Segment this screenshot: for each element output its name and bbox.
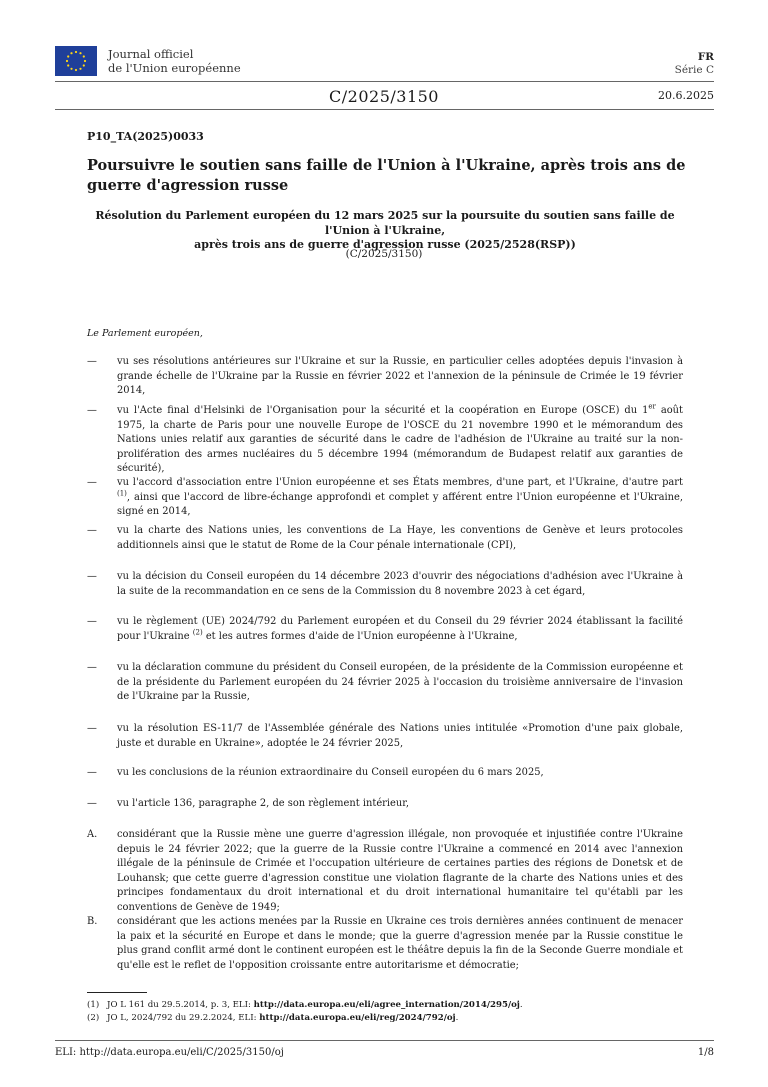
- resolution-subtitle: [87, 209, 683, 253]
- footnote-rule: [87, 992, 147, 993]
- citation-text: vu le règlement (UE) 2024/792 du Parlement européen et du Conseil du 29 février 2024 établissant la facilité pour l'Ukraine $^{(2)}$ et les autres formes d'aide de l'Union européenne à l'Ukraine,: [117, 616, 683, 642]
- citation-dash: —: [87, 477, 97, 488]
- citation-dash: —: [87, 525, 97, 536]
- citation-dash: —: [87, 723, 97, 734]
- citation-dash: —: [87, 798, 97, 809]
- recital-item: [87, 828, 683, 915]
- citation-item: [87, 570, 683, 599]
- celex-reference: (C/2025/3150): [345, 248, 423, 260]
- footnote-link[interactable]: http://data.europa.eu/eli/reg/2024/792/oj: [259, 1013, 456, 1023]
- citation-item: [87, 661, 683, 705]
- footnote-1: (1) JO L 161 du 29.5.2014, p. 3, ELI: http://data.europa.eu/eli/agree_internation/2014/295/oj.: [87, 1000, 523, 1010]
- footnote-ref-1[interactable]: (1): [117, 489, 127, 498]
- intro-text: Le Parlement européen,: [87, 328, 203, 339]
- journal-line-1: Journal officiel: [108, 47, 194, 61]
- header-rule: [55, 81, 714, 82]
- language-code: FR: [697, 51, 714, 63]
- citation-text: vu la déclaration commune du président du Conseil européen, de la présidente de la Commission européenne et de la présidente du Parlement européen du 24 février 2025 à l'occasion du troisième anniversaire de l'invasion de l'Ukraine par la Russie,: [117, 662, 683, 702]
- citation-text: vu l'accord d'association entre l'Union européenne et ses États membres, d'une part, et l'Ukraine, d'autre part $^{(1)}$, ainsi que l'accord de libre-échange approfondi et complet y afférent entre l'Union européenne et l'Ukraine, signé en 2014,: [117, 477, 683, 517]
- subtitle-line-1: Résolution du Parlement européen du 12 mars 2025 sur la poursuite du soutien sans faille de l'Union à l'Ukraine,: [95, 209, 675, 237]
- superscript: er: [648, 402, 656, 411]
- recital-text: considérant que la Russie mène une guerre d'agression illégale, non provoquée et injustifiée contre l'Ukraine depuis le 24 février 2022; que la guerre de la Russie contre l'Ukraine a commencé en 2014 avec l'annexion illégale de la péninsule de Crimée et l'occupation ultérieure de certaines parties des régions de Donetsk et de Louhansk; que cette guerre d'agression constitue une violation flagrante de la charte des Nations unies et des principes fondamentaux du droit international et du droit international humanitaire tel qu'établi par les conventions de Genève de 1949;: [117, 829, 683, 913]
- procedure-reference: P10_TA(2025)0033: [87, 130, 204, 143]
- citation-dash: —: [87, 405, 97, 416]
- footnote-ref-2[interactable]: (2): [192, 628, 203, 637]
- citation-dash: —: [87, 767, 97, 778]
- citation-item: [87, 797, 683, 812]
- citation-item: [87, 404, 683, 477]
- citation-text: vu ses résolutions antérieures sur l'Ukraine et sur la Russie, en particulier celles adoptées depuis l'invasion à grande échelle de l'Ukraine par la Russie en février 2022 et l'annexion de la péninsule de Crimée le 19 février 2014,: [117, 356, 683, 396]
- footnote-mark: (1): [87, 1000, 100, 1010]
- page-number: 1/8: [697, 1047, 714, 1058]
- citation-item: [87, 722, 683, 751]
- citation-text: vu la charte des Nations unies, les conventions de La Haye, les conventions de Genève et leurs protocoles additionnels ainsi que le statut de Rome de la Cour pénale internationale (CPI),: [117, 525, 683, 551]
- eu-flag-icon: [55, 46, 97, 76]
- footer-rule: [55, 1040, 714, 1041]
- citation-dash: —: [87, 356, 97, 367]
- footnote-link[interactable]: http://data.europa.eu/eli/agree_internation/2014/295/oj: [253, 1000, 520, 1010]
- subtitle-line-2: après trois ans de guerre d'agression russe (2025/2528(RSP)): [194, 238, 576, 251]
- journal-line-2: de l'Union européenne: [108, 61, 241, 75]
- citation-item: [87, 355, 683, 399]
- recital-letter: A.: [87, 829, 98, 840]
- footnote-2: (2) JO L, 2024/792 du 29.2.2024, ELI: http://data.europa.eu/eli/reg/2024/792/oj.: [87, 1013, 459, 1023]
- recital-text: considérant que les actions menées par la Russie en Ukraine ces trois dernières années continuent de menacer la paix et la sécurité en Europe et dans le monde; que la guerre d'agression menée par la Russie constitue le plus grand conflit armé dont le continent européen est le théâtre depuis la fin de la Seconde Guerre mondiale et qu'elle est le reflet de l'opposition croissante entre autoritarisme et démocratie;: [117, 916, 683, 971]
- citation-text: vu la décision du Conseil européen du 14 décembre 2023 d'ouvrir des négociations d'adhésion avec l'Ukraine à la suite de la recommandation en ce sens de la Commission du 8 novembre 2023 à cet égard,: [117, 571, 683, 597]
- citation-item: [87, 766, 683, 781]
- document-number: C/2025/3150: [329, 87, 439, 106]
- header-rule-2: [55, 109, 714, 110]
- language-series: [675, 51, 714, 77]
- eli-link[interactable]: ELI: http://data.europa.eu/eli/C/2025/3150/oj: [55, 1047, 284, 1058]
- page-title: Poursuivre le soutien sans faille de l'Union à l'Ukraine, après trois ans de guerre d'agression russe: [87, 157, 686, 194]
- citation-text: vu la résolution ES-11/7 de l'Assemblée générale des Nations unies intitulée «Promotion d'une paix globale, juste et durable en Ukraine», adoptée le 24 février 2025,: [117, 723, 683, 749]
- citation-item: [87, 524, 683, 553]
- citation-text: vu l'Acte final d'Helsinki de l'Organisation pour la sécurité et la coopération en Europe (OSCE) du 1er août 1975, la charte de Paris pour une nouvelle Europe de l'OSCE du 21 novembre 1990 et le mémorandum des Nations unies relatif aux garanties de sécurité dans le cadre de l'adhésion de l'Ukraine au traité sur la non-prolifération des armes nucléaires du 5 décembre 1994 (mémorandum de Budapest relatif aux garanties de sécurité),: [117, 402, 683, 474]
- citation-dash: —: [87, 571, 97, 582]
- citation-text: vu les conclusions de la réunion extraordinaire du Conseil européen du 6 mars 2025,: [117, 767, 544, 778]
- recital-item: [87, 915, 683, 973]
- citation-dash: —: [87, 616, 97, 627]
- citation-item: [87, 615, 683, 644]
- series-label: Série C: [674, 64, 714, 76]
- citation-item: [87, 476, 683, 520]
- citation-dash: —: [87, 662, 97, 673]
- publication-date: 20.6.2025: [658, 89, 714, 102]
- journal-name: [108, 47, 241, 75]
- recital-letter: B.: [87, 916, 98, 927]
- footnote-mark: (2): [87, 1013, 100, 1023]
- citation-text: vu l'article 136, paragraphe 2, de son règlement intérieur,: [117, 798, 410, 809]
